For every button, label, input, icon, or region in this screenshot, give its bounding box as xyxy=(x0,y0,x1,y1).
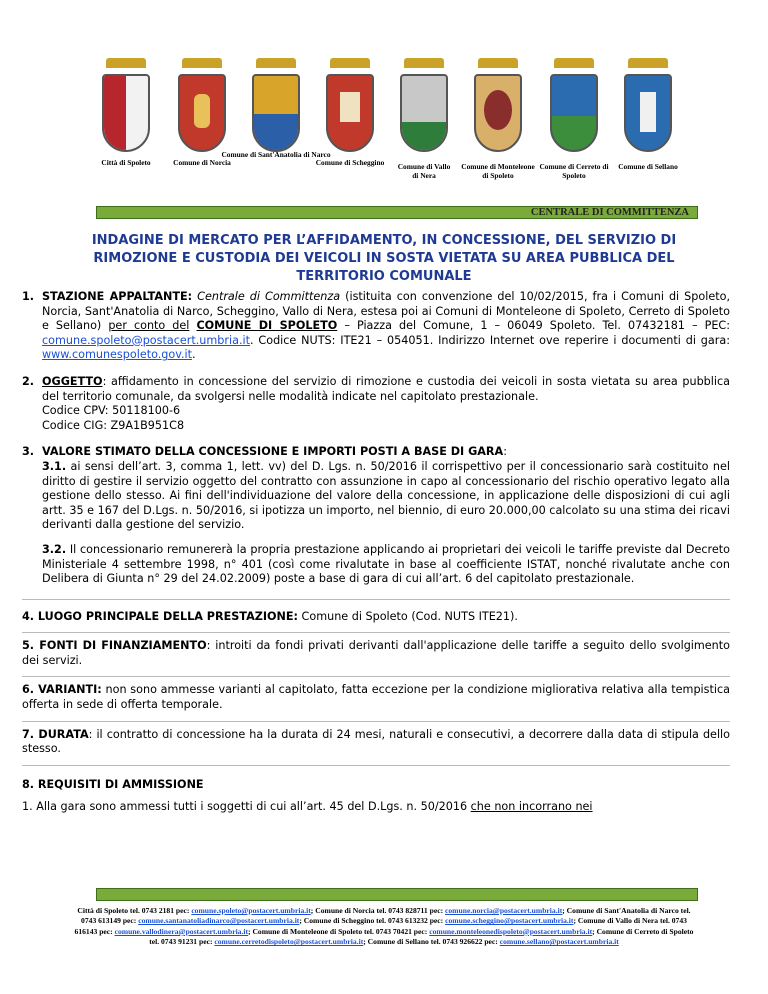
section-number: 1. xyxy=(22,290,35,303)
coat-of-arms-icon xyxy=(474,74,522,152)
coat-of-arms-icon xyxy=(624,74,672,152)
section-5 xyxy=(22,639,730,668)
section-heading: 8. REQUISITI DI AMMISSIONE xyxy=(22,777,204,791)
section-number: 2. xyxy=(22,374,35,388)
subsection-label: 3.1. xyxy=(42,459,67,473)
crest-sellano xyxy=(618,58,678,171)
pec-link[interactable]: comune.monteleonedispoleto@postacert.umbria.it xyxy=(429,926,593,936)
section-2 xyxy=(22,375,730,433)
crest-label: Città di Spoleto xyxy=(101,158,151,167)
footer-contacts xyxy=(74,906,694,948)
section-heading: 6. VARIANTI: xyxy=(22,683,102,697)
footer-text: ; Comune di Vallo di Nera tel. 0743 616143 pec: xyxy=(74,916,687,936)
underlined-text: che non incorrano nei xyxy=(470,800,593,814)
pec-link[interactable]: comune.cerretodispoleto@postacert.umbria.it xyxy=(214,937,364,947)
pec-link[interactable]: comune.norcia@postacert.umbria.it xyxy=(445,906,563,915)
crest-label: Comune di Norcia xyxy=(173,158,231,167)
crown-icon xyxy=(554,58,594,68)
crown-icon xyxy=(330,58,370,68)
footer-text: ; Comune di Cerreto di Spoleto tel. 0743 91231 pec: xyxy=(149,926,694,947)
pec-link[interactable]: comune.spoleto@postacert.umbria.it xyxy=(191,906,311,915)
pec-link[interactable]: comune.scheggino@postacert.umbria.it xyxy=(445,916,574,926)
paragraph-text: Comune di Spoleto (Cod. NUTS ITE21). xyxy=(298,609,518,623)
footer-text: ; Comune di Scheggino tel. 0743 613232 pec: xyxy=(299,916,446,926)
paragraph-text: – Piazza del Comune, 1 – 06049 Spoleto. Tel. 07432181 – PEC: xyxy=(337,319,730,333)
paragraph-text: : il contratto di concessione ha la durata di 24 mesi, naturali e consecutivi, a decorrere dalla data di stipula dello stesso. xyxy=(22,727,731,756)
section-heading: 7. DURATA xyxy=(22,727,89,741)
section-number: 3. xyxy=(22,445,35,459)
paragraph-text: (istituita con convenzione del 10/02/2015, fra i Comuni di Spoleto, Norcia, Sant'Anatolia di Narco, Scheggino, Vallo di Nera, estesa poi ai Comuni di Monteleone di Spoleto, Cerreto di Spoleto e Sellano) xyxy=(42,290,731,333)
cpv-code: Codice CPV: 50118100-6 xyxy=(42,404,181,418)
crown-icon xyxy=(106,58,146,68)
section-3 xyxy=(22,445,730,586)
section-heading: OGGETTO xyxy=(42,374,103,388)
crest-scheggino xyxy=(315,58,385,167)
section-1 xyxy=(22,290,730,363)
website-link[interactable]: www.comunespoleto.gov.it xyxy=(42,348,193,362)
crest-norcia xyxy=(172,58,232,167)
footer-text: ; Comune di Monteleone di Spoleto tel. 0743 70421 pec: xyxy=(248,926,430,936)
pec-link[interactable]: comune.santanatoliadinarco@postacert.umbria.it xyxy=(138,916,300,926)
section-heading: VALORE STIMATO DELLA CONCESSIONE E IMPORTI POSTI A BASE DI GARA xyxy=(42,445,504,459)
pec-link[interactable]: comune.sellano@postacert.umbria.it xyxy=(499,937,619,947)
paragraph-text: . xyxy=(192,348,196,362)
crest-label: Comune di Cerreto di Spoleto xyxy=(539,162,609,180)
divider xyxy=(22,676,730,677)
crown-icon xyxy=(404,58,444,68)
crown-icon xyxy=(478,58,518,68)
footer-text: ; Comune di Sellano tel. 0743 926622 pec: xyxy=(363,937,500,947)
italic-text: Centrale di Committenza xyxy=(197,290,341,303)
coat-of-arms-icon xyxy=(178,74,226,152)
footer-text: Città di Spoleto tel. 0743 2181 pec: xyxy=(77,906,192,915)
divider xyxy=(22,721,730,722)
underlined-text: per conto del xyxy=(108,319,190,333)
footer-bar xyxy=(96,888,698,901)
section-7 xyxy=(22,728,730,757)
crown-icon xyxy=(628,58,668,68)
pec-link[interactable]: comune.vallodinera@postacert.umbria.it xyxy=(114,926,249,936)
divider xyxy=(22,599,730,600)
coat-of-arms-icon xyxy=(252,74,300,152)
section-heading: 4. LUOGO PRINCIPALE DELLA PRESTAZIONE: xyxy=(22,609,298,623)
crest-label: Comune di Vallo di Nera xyxy=(397,162,451,180)
crown-icon xyxy=(256,58,296,68)
footer-text: ; Comune di Norcia tel. 0743 828711 pec: xyxy=(310,906,446,915)
paragraph-text: non sono ammesse varianti al capitolato, fatta eccezione per la condizione migliorativa relativa alla tempistica offerta in sede di offerta temporale. xyxy=(22,683,730,712)
crest-label: Comune di Monteleone di Spoleto xyxy=(461,162,535,180)
section-4 xyxy=(22,610,730,625)
header-bar xyxy=(96,206,698,219)
paragraph-text: ai sensi dell’art. 3, comma 1, lett. vv) del D. Lgs. n. 50/2016 il corrispettivo per il concessionario sarà costituito nel diritto di gestire il servizio oggetto del contratto con assunzione in capo al concessionario del rischio operativo legato alla gestione dello stesso. Ai fini dell'individuazione del valore della concessione, in applicazione delle disposizioni di cui agli artt. 35 e 167 del D.Lgs. n. 50/2016, si ipotizza un importo, nel biennio, di euro 20.000,00 calcolato su una stima dei ricavi derivanti dalla gestione del servizio. xyxy=(42,459,730,532)
crest-vallo-di-nera xyxy=(394,58,454,180)
bold-underlined-text: COMUNE DI SPOLETO xyxy=(196,319,338,333)
paragraph-text: Il concessionario remunererà la propria prestazione applicando ai proprietari dei veicoli le tariffe previste dal Decreto Ministeriale 4 settembre 1998, n° 401 (così come rivalutate in base al coefficiente ISTAT, nonché rivalutate anche con Delibera di Giunta n° 29 del 24.02.2009) poste a base di gara di cui all’art. 6 del capitolato prestazionale. xyxy=(42,542,730,586)
crest-label: Comune di Scheggino xyxy=(315,158,385,167)
crest-monteleone xyxy=(461,58,535,180)
coat-of-arms-icon xyxy=(326,74,374,152)
coat-of-arms-icon xyxy=(550,74,598,152)
coat-of-arms-icon xyxy=(400,74,448,152)
paragraph-text: 1. Alla gara sono ammessi tutti i soggetti di cui all’art. 45 del D.Lgs. n. 50/2016 xyxy=(22,800,471,814)
subsection-label: 3.2. xyxy=(42,542,67,556)
section-6 xyxy=(22,683,730,712)
document-body xyxy=(22,290,730,827)
footer-text: ; Comune di Sant'Anatolia di Narco tel. 0743 613149 pec: xyxy=(81,906,691,926)
paragraph-text: . Codice NUTS: ITE21 – 054051. Indirizzo Internet ove reperire i documenti di gara: xyxy=(250,333,730,347)
paragraph-text: : affidamento in concessione del servizio di rimozione e custodia dei veicoli in sosta vietata su area pubblica del territorio comunale, da svolgersi nelle modalità indicate nel capitolato prestazionale. xyxy=(42,374,730,403)
pec-link[interactable]: comune.spoleto@postacert.umbria.it xyxy=(42,333,250,347)
crests-row xyxy=(96,58,696,182)
divider xyxy=(22,765,730,766)
header-bar-label: CENTRALE DI COMMITTENZA xyxy=(530,207,689,218)
crest-santanatolia xyxy=(221,58,331,159)
crest-label: Comune di Sellano xyxy=(618,162,678,171)
crest-label: Comune di Sant'Anatolia di Narco xyxy=(221,150,331,159)
crest-spoleto xyxy=(96,58,156,167)
divider xyxy=(22,632,730,633)
coat-of-arms-icon xyxy=(102,74,150,152)
paragraph-text: : introiti da fondi privati derivanti dall'applicazione delle tariffe a seguito dello svolgimento dei servizi. xyxy=(22,639,731,667)
document-title: INDAGINE DI MERCATO PER L’AFFIDAMENTO, IN CONCESSIONE, DEL SERVIZIO DI RIMOZIONE E CUSTODIA DEI VEICOLI IN SOSTA VIETATA SU AREA PUBBLICA DEL TERRITORIO COMUNALE xyxy=(91,233,677,284)
crest-cerreto xyxy=(539,58,609,180)
colon: : xyxy=(503,445,507,459)
section-heading: 5. FONTI DI FINANZIAMENTO xyxy=(22,639,207,653)
cig-code: Codice CIG: Z9A1B951C8 xyxy=(42,418,185,432)
section-heading: STAZIONE APPALTANTE: xyxy=(42,290,193,303)
section-8 xyxy=(22,778,730,815)
crown-icon xyxy=(182,58,222,68)
